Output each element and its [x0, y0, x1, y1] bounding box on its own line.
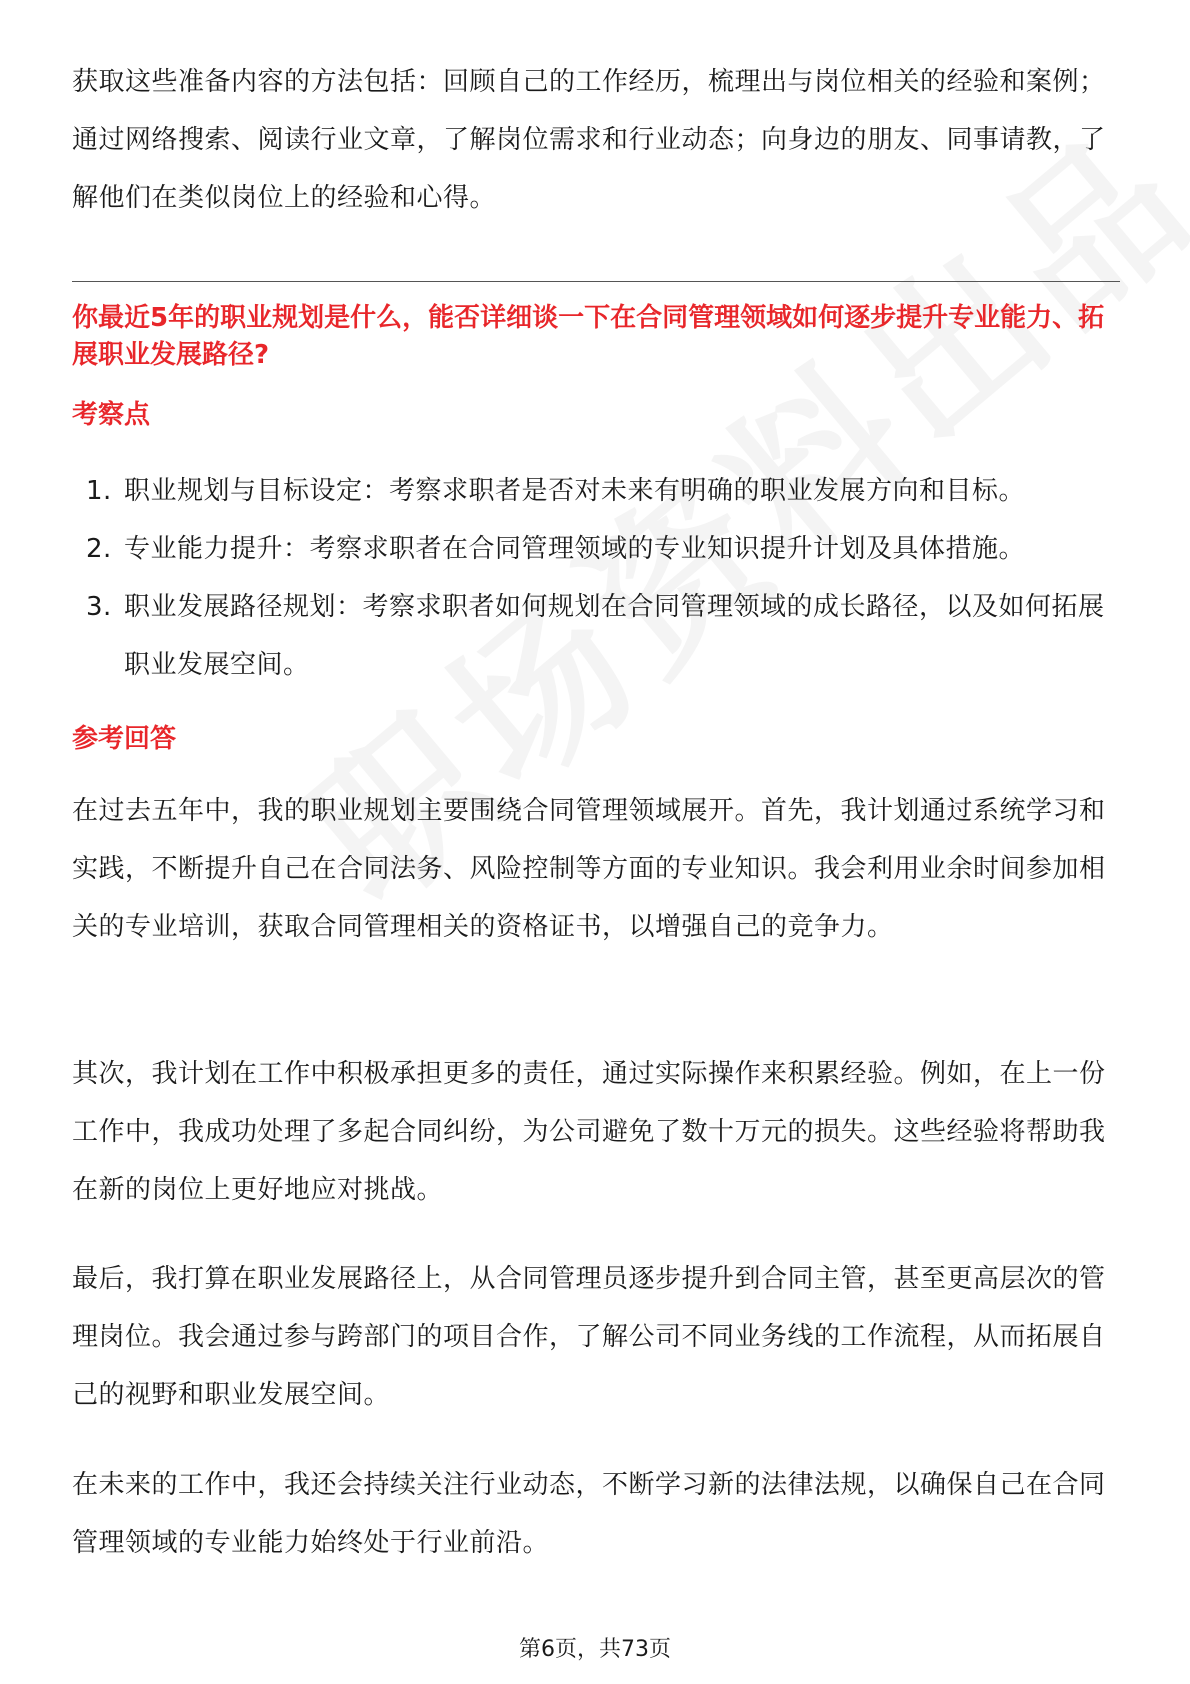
list-item-text: 专业能力提升：考察求职者在合同管理领域的专业知识提升计划及具体措施。	[124, 534, 1026, 564]
answer-paragraph: 在未来的工作中，我还会持续关注行业动态，不断学习新的法律法规，以确保自己在合同管理领域的专业能力始终处于行业前沿。	[72, 1470, 1106, 1558]
points-list	[72, 462, 1120, 694]
list-item-text: 职业发展路径规划：考察求职者如何规划在合同管理领域的成长路径，以及如何拓展职业发展空间。	[124, 592, 1105, 680]
list-item	[72, 578, 1120, 694]
list-item-number: 1.	[86, 476, 112, 506]
section-divider	[72, 281, 1120, 282]
answer-paragraph: 其次，我计划在工作中积极承担更多的责任，通过实际操作来积累经验。例如，在上一份工作中，我成功处理了多起合同纠纷，为公司避免了数十万元的损失。这些经验将帮助我在新的岗位上更好地应对挑战。	[72, 1059, 1106, 1205]
question-title: 你最近5年的职业规划是什么，能否详细谈一下在合同管理领域如何逐步提升专业能力、拓展职业发展路径?	[72, 303, 1105, 370]
page-number: 第6页，共73页	[519, 1637, 671, 1662]
list-item-text: 职业规划与目标设定：考察求职者是否对未来有明确的职业发展方向和目标。	[124, 476, 1026, 506]
list-item	[72, 462, 1120, 520]
list-item-number: 2.	[86, 534, 112, 564]
list-item-number: 3.	[86, 592, 112, 622]
list-item	[72, 520, 1120, 578]
points-heading: 考察点	[72, 400, 151, 430]
intro-paragraph: 获取这些准备内容的方法包括：回顾自己的工作经历，梳理出与岗位相关的经验和案例；通过网络搜索、阅读行业文章，了解岗位需求和行业动态；向身边的朋友、同事请教，了解他们在类似岗位上的经验和心得。	[72, 67, 1106, 213]
answer-heading: 参考回答	[72, 724, 177, 754]
answer-paragraph: 最后，我打算在职业发展路径上，从合同管理员逐步提升到合同主管，甚至更高层次的管理岗位。我会通过参与跨部门的项目合作，了解公司不同业务线的工作流程，从而拓展自己的视野和职业发展空间。	[72, 1264, 1106, 1410]
answer-paragraph: 在过去五年中，我的职业规划主要围绕合同管理领域展开。首先，我计划通过系统学习和实践，不断提升自己在合同法务、风险控制等方面的专业知识。我会利用业余时间参加相关的专业培训，获取合同管理相关的资格证书，以增强自己的竞争力。	[72, 796, 1106, 942]
